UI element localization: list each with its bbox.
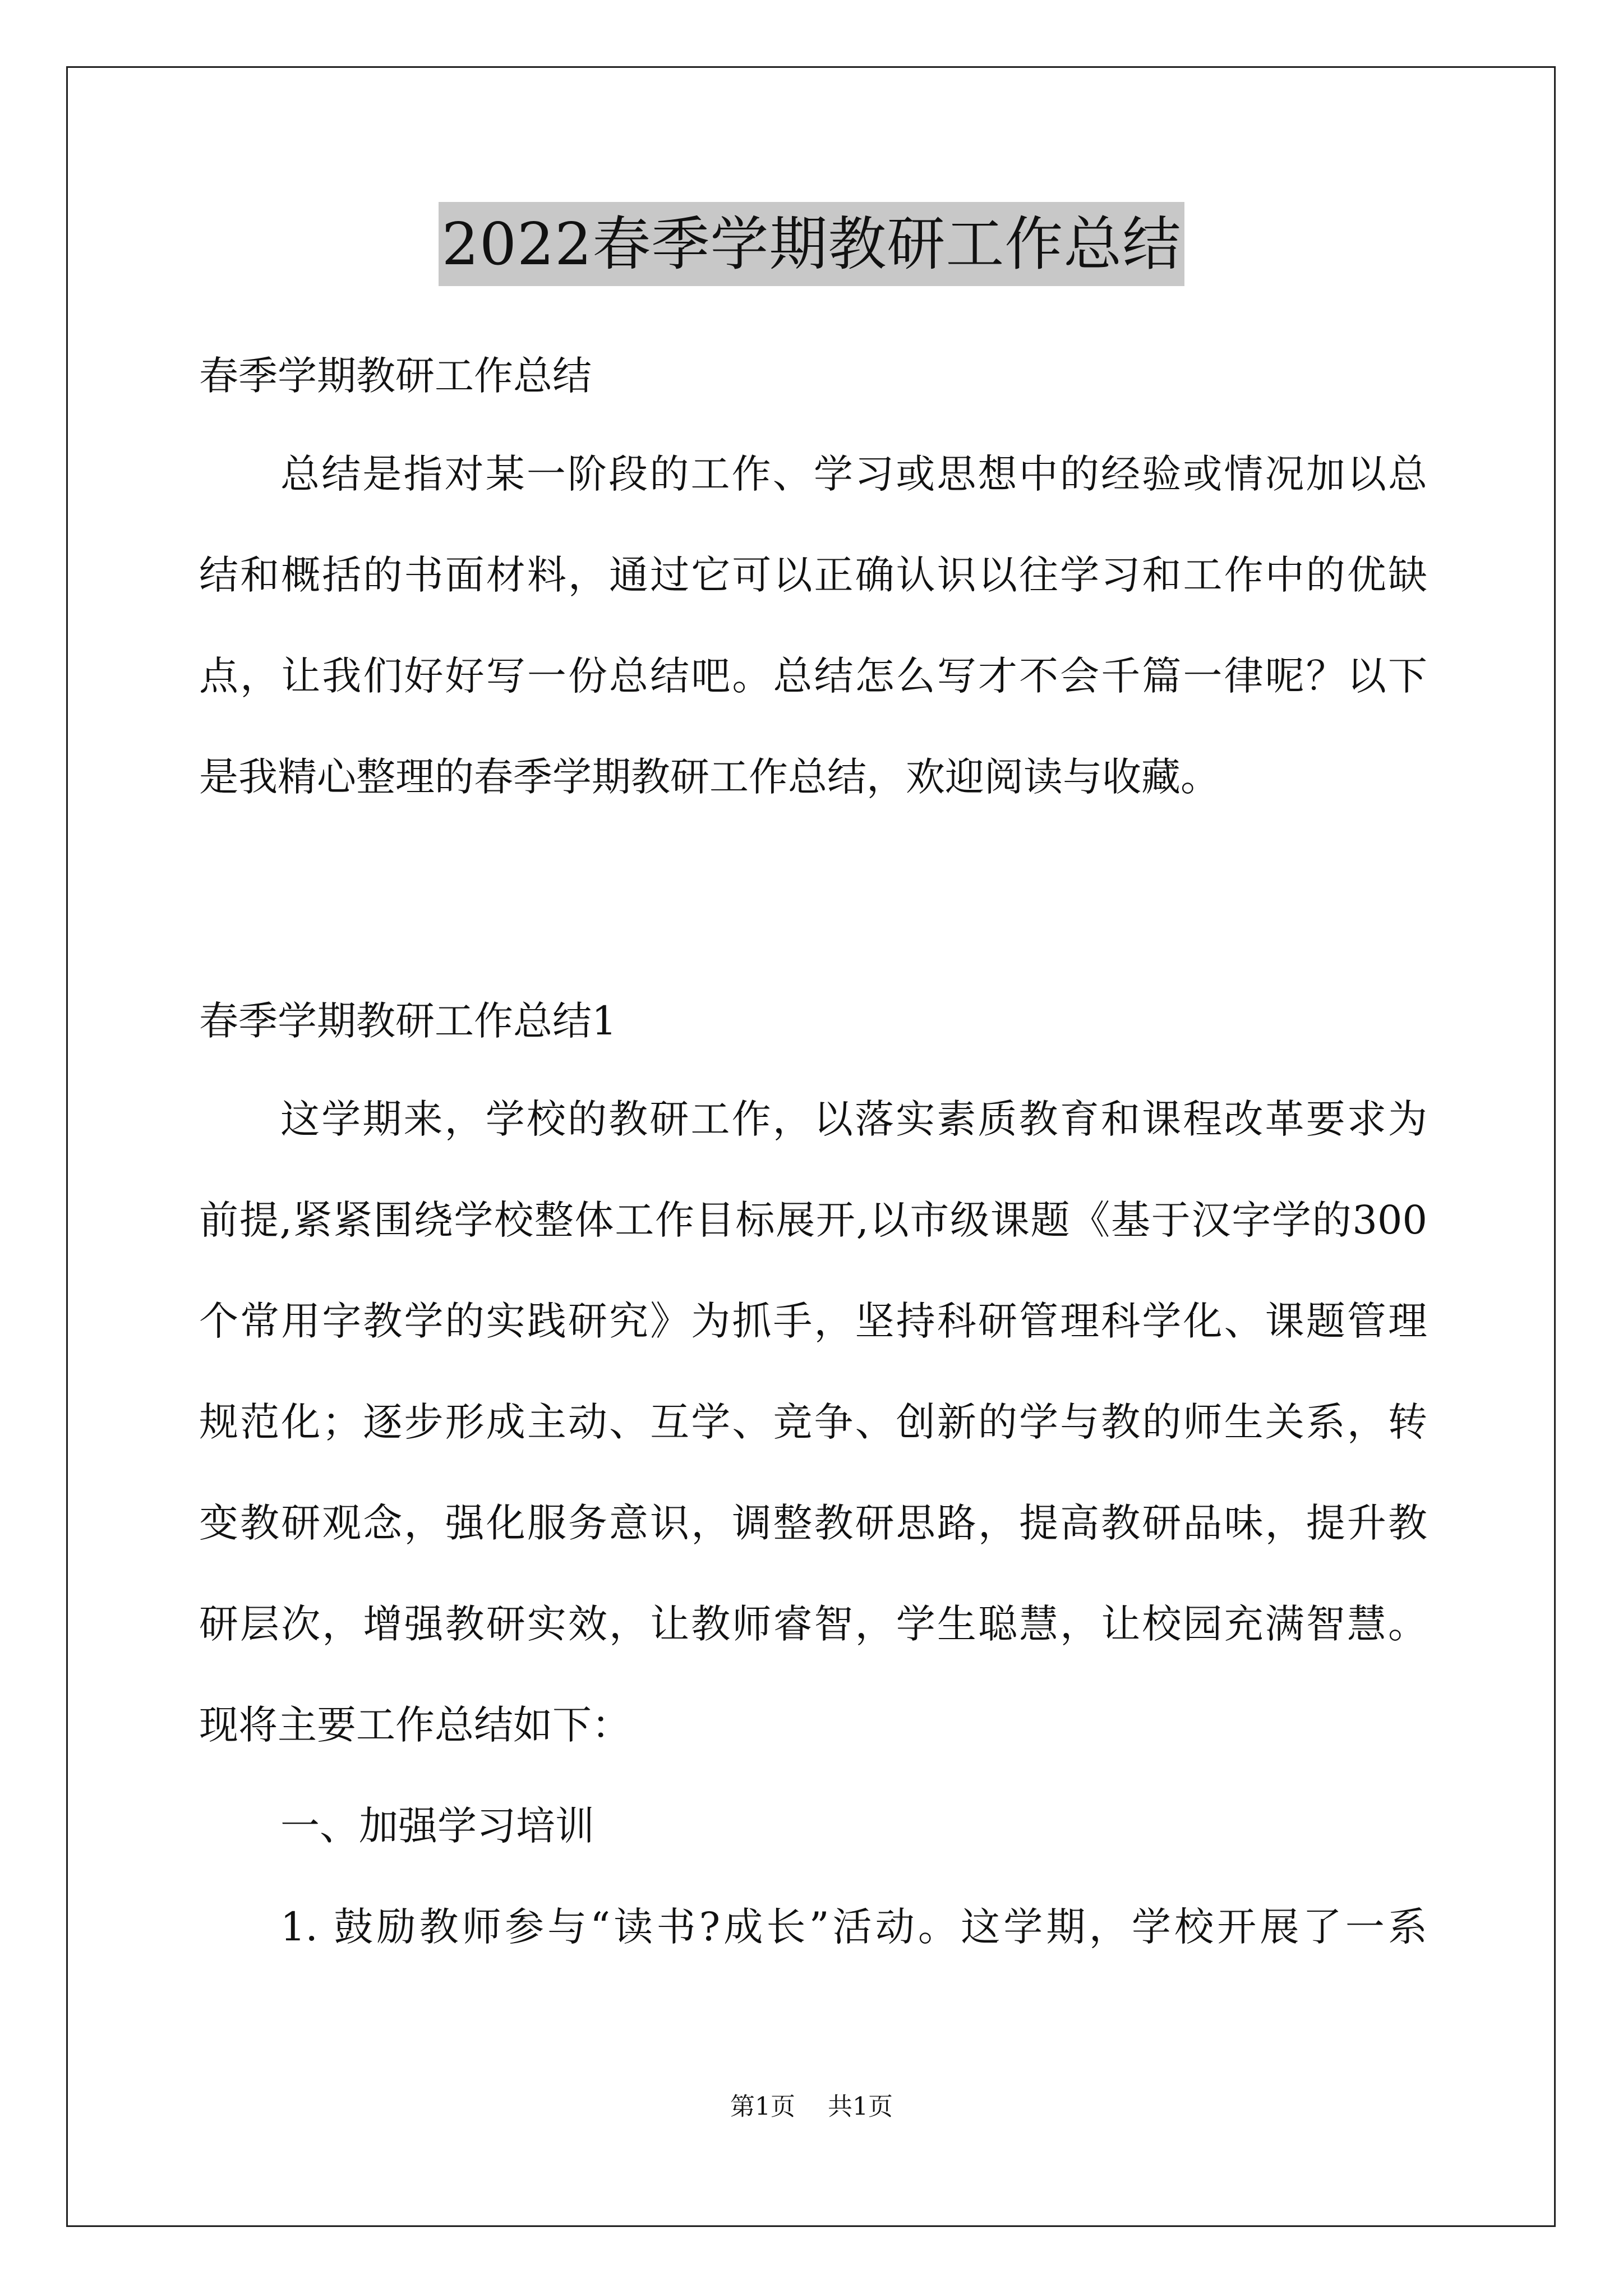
body-line-2: 前提,紧紧围绕学校整体工作目标展开,以市级课题《基于汉字学的300 xyxy=(199,1197,1427,1243)
body-line-6: 研层次，增强教研实效，让教师睿智，学生聪慧，让校园充满智慧。 xyxy=(199,1601,1427,1647)
intro-line-4: 是我精心整理的春季学期教研工作总结，欢迎阅读与收藏。 xyxy=(199,754,1220,800)
document-title: 2022春季学期教研工作总结 xyxy=(439,202,1185,286)
section-heading: 春季学期教研工作总结1 xyxy=(199,998,617,1044)
intro-line-1: 总结是指对某一阶段的工作、学习或思想中的经验或情况加以总 xyxy=(280,451,1427,497)
page-footer xyxy=(0,2090,1623,2124)
body-line-3: 个常用字教学的实践研究》为抓手，坚持科研管理科学化、课题管理 xyxy=(199,1298,1427,1344)
body-line-5: 变教研观念，强化服务意识，调整教研思路，提高教研品味，提升教 xyxy=(199,1500,1427,1546)
page-number-current: 第1页 xyxy=(730,2092,795,2121)
body-line-4: 规范化；逐步形成主动、互学、竞争、创新的学与教的师生关系，转 xyxy=(199,1399,1427,1445)
list-item-1: 1. 鼓励教师参与“读书?成长”活动。这学期，学校开展了一系 xyxy=(280,1904,1427,1950)
body-line-7: 现将主要工作总结如下： xyxy=(199,1702,631,1748)
subheading: 一、加强学习培训 xyxy=(280,1803,594,1849)
intro-line-2: 结和概括的书面材料，通过它可以正确认识以往学习和工作中的优缺 xyxy=(199,552,1427,598)
page-number-total: 共1页 xyxy=(828,2092,893,2121)
title-container xyxy=(0,202,1623,286)
intro-line-3: 点，让我们好好写一份总结吧。总结怎么写才不会千篇一律呢？以下 xyxy=(199,653,1427,699)
document-subtitle: 春季学期教研工作总结 xyxy=(199,353,592,399)
body-line-1: 这学期来，学校的教研工作，以落实素质教育和课程改革要求为 xyxy=(280,1096,1427,1142)
